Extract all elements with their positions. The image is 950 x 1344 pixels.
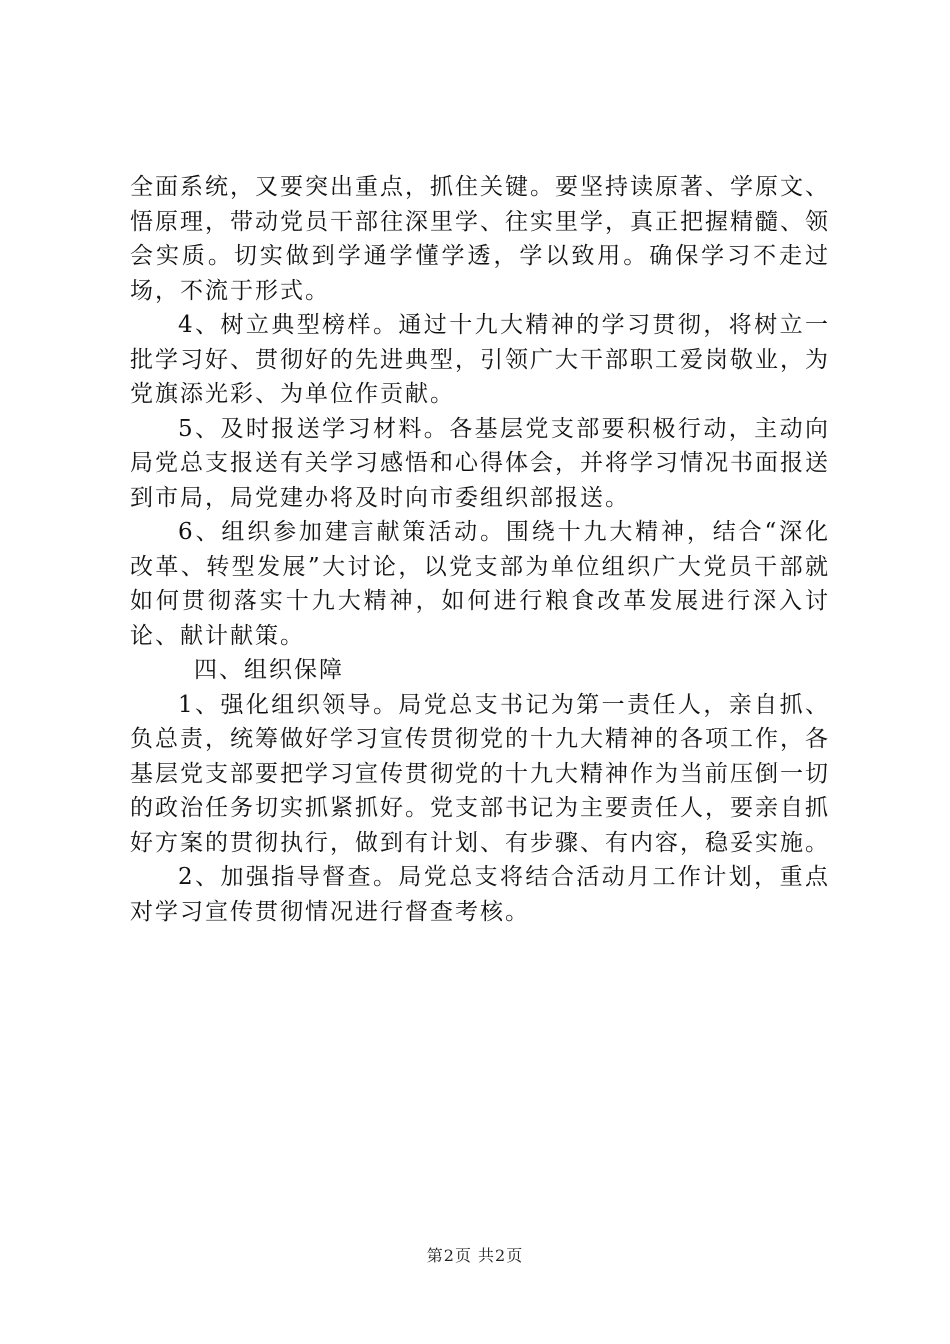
- page-number-footer: 第2页 共2页: [426, 1246, 524, 1265]
- paragraph-item-4: 4、树立典型榜样。通过十九大精神的学习贯彻，将树立一批学习好、贯彻好的先进典型，引领广大干部职工爱岗敬业，为党旗添光彩、为单位作贡献。: [130, 312, 830, 407]
- paragraph-guarantee-2: 2、加强指导督查。局党总支将结合活动月工作计划，重点对学习宣传贯彻情况进行督查考核。: [130, 864, 830, 925]
- section-heading-organizational-guarantee: 四、组织保障: [194, 657, 344, 683]
- paragraph-item-6: 6、组织参加建言献策活动。围绕十九大精神，结合“深化改革、转型发展”大讨论，以党支部为单位组织广大党员干部就如何贯彻落实十九大精神，如何进行粮食改革发展进行深入讨论、献计献策。: [130, 519, 830, 649]
- paragraph-continuation: 全面系统，又要突出重点，抓住关键。要坚持读原著、学原文、悟原理，带动党员干部往深里学、往实里学，真正把握精髓、领会实质。切实做到学通学懂学透，学以致用。确保学习不走过场，不流于形式。: [130, 174, 830, 304]
- paragraph-guarantee-1: 1、强化组织领导。局党总支书记为第一责任人，亲自抓、负总责，统筹做好学习宣传贯彻党的十九大精神的各项工作，各基层党支部要把学习宣传贯彻党的十九大精神作为当前压倒一切的政治任务切实抓紧抓好。党支部书记为主要责任人，要亲自抓好方案的贯彻执行，做到有计划、有步骤、有内容，稳妥实施。: [130, 691, 830, 856]
- paragraph-item-5: 5、及时报送学习材料。各基层党支部要积极行动，主动向局党总支报送有关学习感悟和心得体会，并将学习情况书面报送到市局，局党建办将及时向市委组织部报送。: [130, 415, 830, 511]
- document-body: [130, 170, 830, 929]
